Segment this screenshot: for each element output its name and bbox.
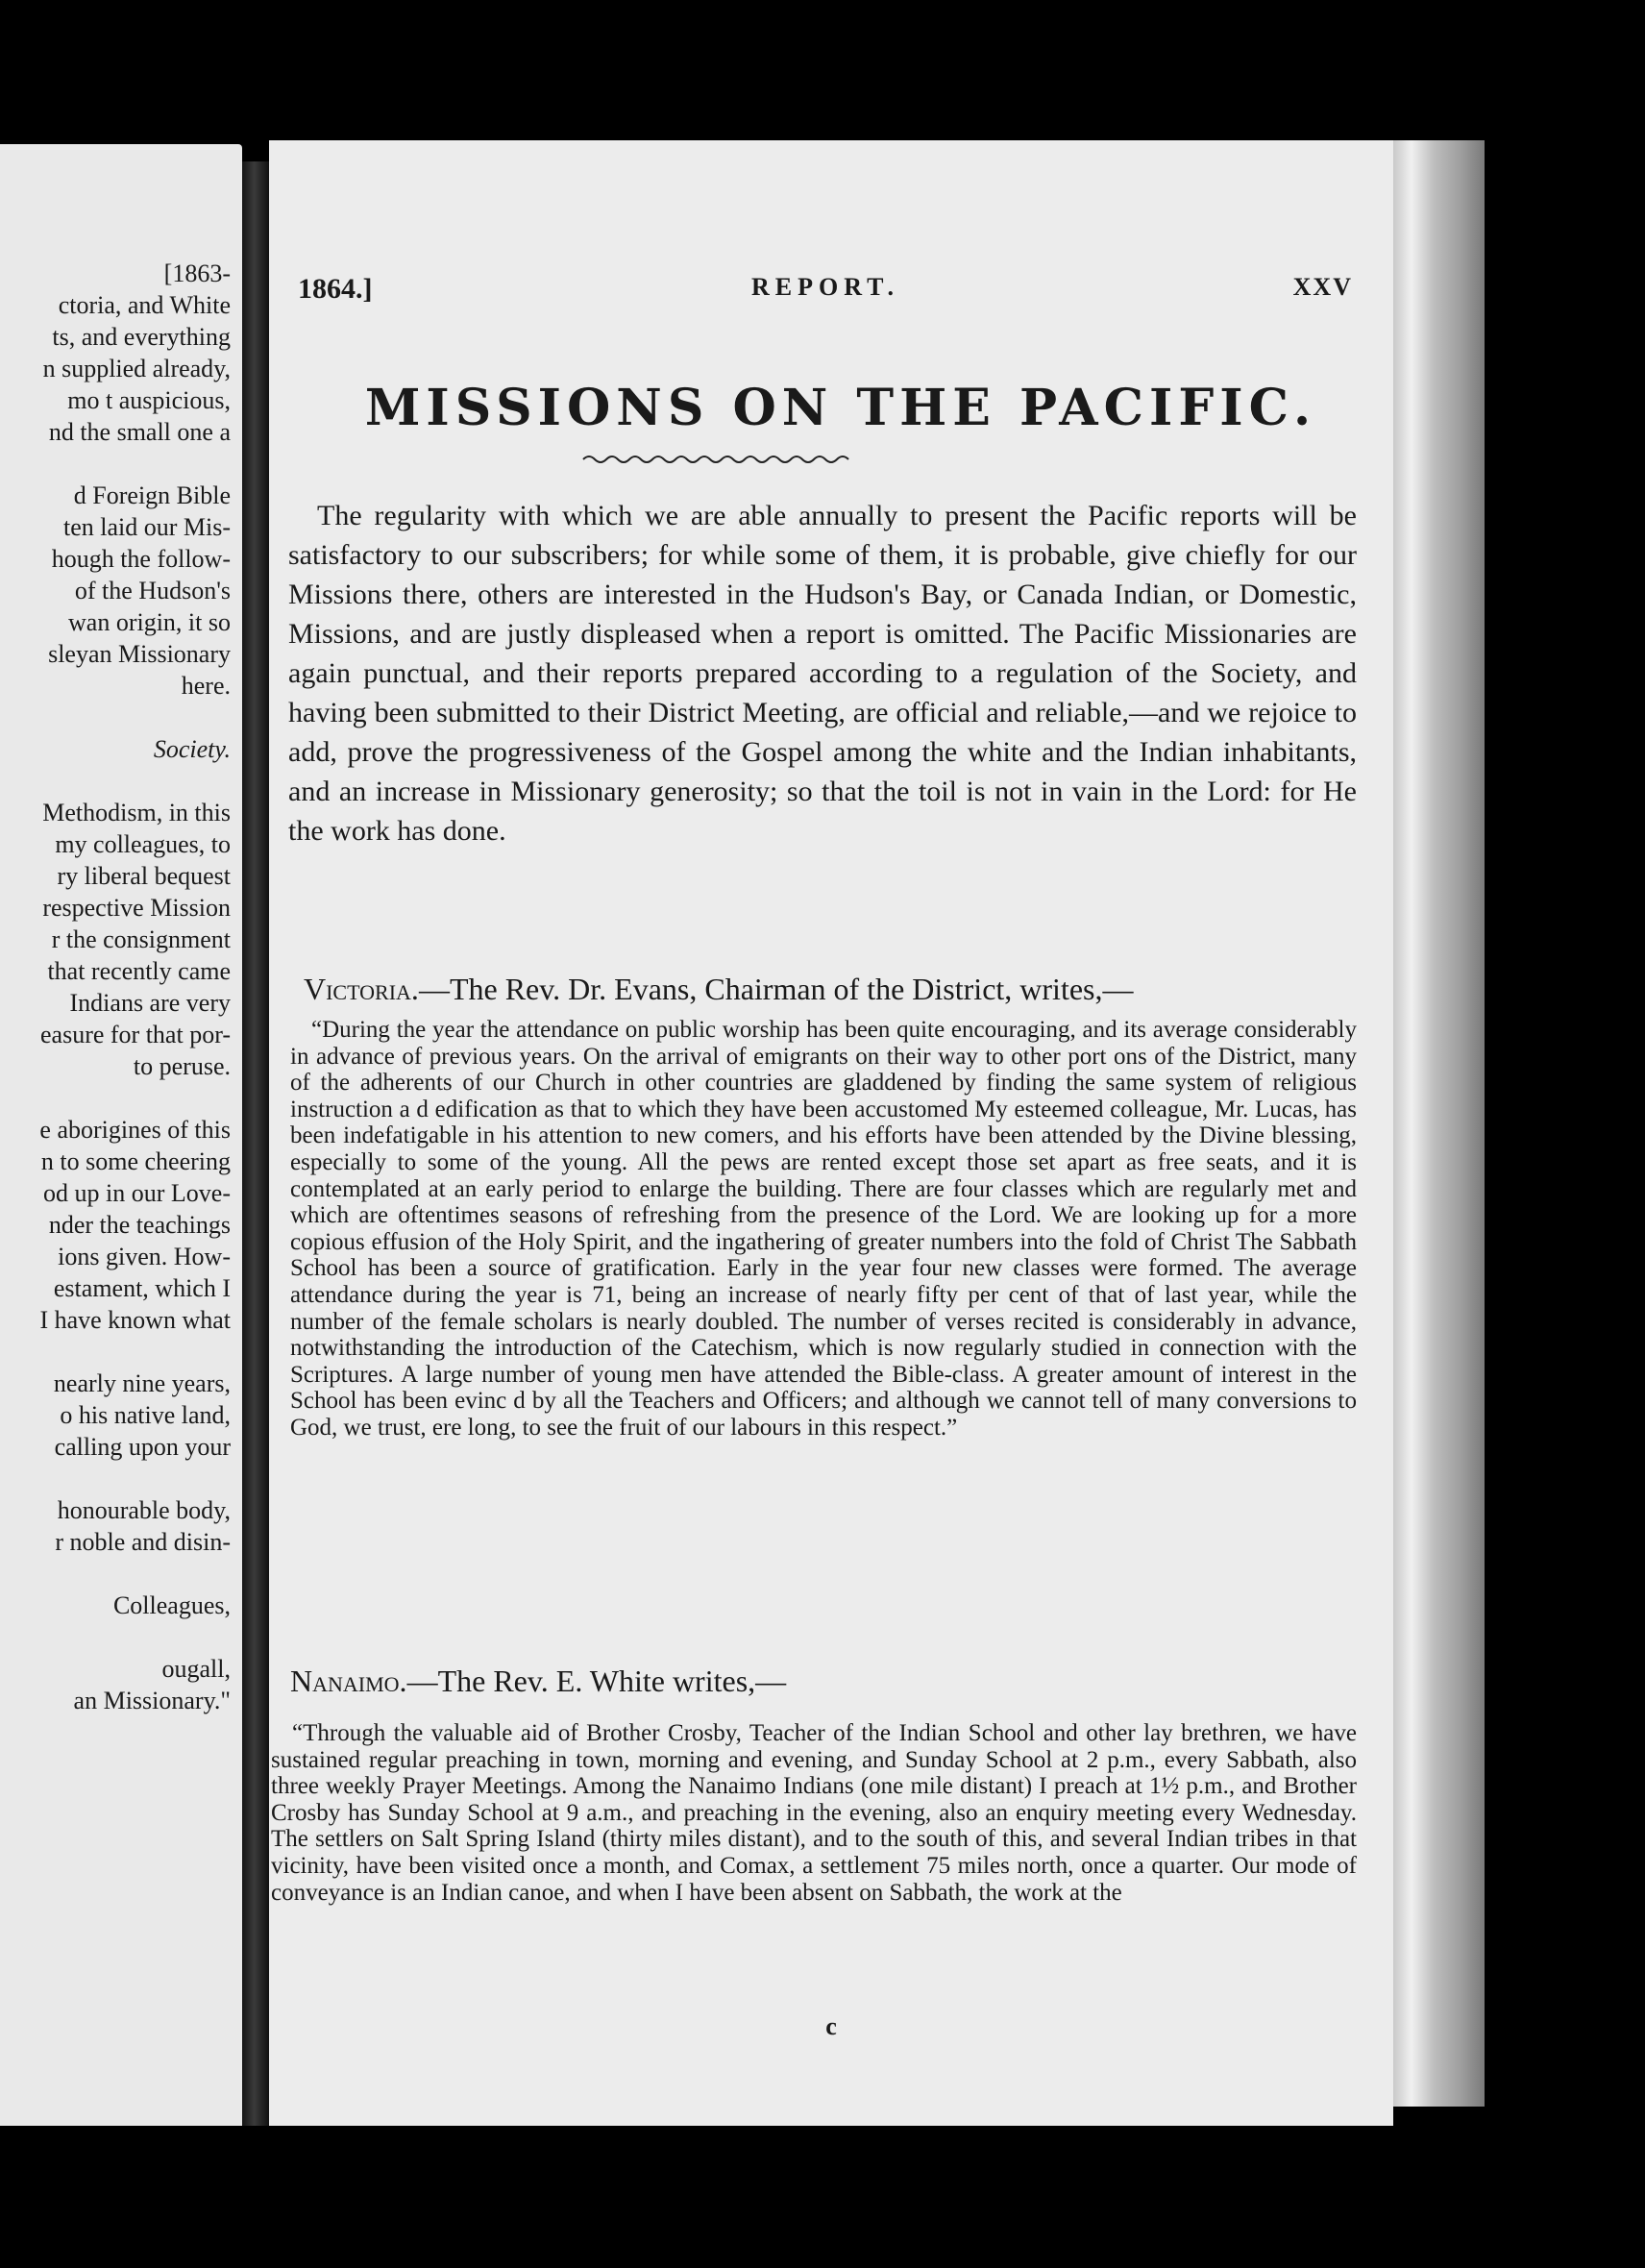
left-page-line: honourable body, — [57, 1496, 231, 1524]
running-header — [298, 273, 1353, 311]
left-page-line: I have known what — [39, 1306, 231, 1334]
page-title: MISSIONS ON THE PACIFIC. — [364, 379, 1317, 437]
left-page-line: to peruse. — [133, 1052, 231, 1080]
left-page-line: ougall, — [161, 1655, 231, 1683]
right-page — [269, 140, 1393, 2126]
left-page-line: Methodism, in this — [42, 799, 231, 826]
left-page-line — [39, 1558, 231, 1590]
intro-paragraph: The regularity with which we are able annually to present the Pacific reports will be satisfactory to our subscribers; for while some of them, it is probable, give chiefly for our Missions there, others are interested in the Hudson's Bay, or Canada Indian, or Domestic, Missions, and are justly displeased when a report is omitted. The Pacific Missionaries are again punctual, and their reports prepared according to a regulation of the Society, and having been submitted to their District Meeting, are official and reliable,—and we rejoice to add, prove the progressiveness of the Gospel among the white and the Indian inhabitants, and an increase in Missionary generosity; so that the toil is not in vain in the Lord: for He the work has done. — [288, 500, 1357, 847]
left-page-line: r noble and disin- — [55, 1528, 231, 1556]
book-gutter — [242, 161, 269, 2126]
nanaimo-report: “Through the valuable aid of Brother Crosby, Teacher of the Indian School and other lay brethren, we have sustained regular preaching in town, morning and evening, and Sunday School at 2 p.m., every Sabbath, also three weekly Prayer Meetings. Among the Nanaimo Indians (one mile distant) I preach at 1½ p.m., and Brother Crosby has Sunday School at 9 a.m., and preaching in the evening, also an enquiry meeting every Wednesday. The settlers on Salt Spring Island (thirty miles distant), and to the south of this, and several Indian tribes in that vicinity, have been visited once a month, and Comax, a settlement 75 miles north, once a quarter. Our mode of conveyance is an Indian canoe, and when I have been absent on Sabbath, the work at the — [271, 1720, 1357, 1906]
left-page-line: of the Hudson's — [74, 577, 231, 604]
left-page-line: Indians are very — [69, 989, 231, 1017]
left-page-line: ions given. How- — [58, 1243, 231, 1270]
victoria-heading — [304, 969, 1357, 1009]
left-page-line: hough the follow- — [51, 545, 231, 573]
left-page-line: ctoria, and White — [58, 291, 231, 319]
left-page — [0, 144, 242, 2126]
left-page-line: an Missionary." — [73, 1687, 231, 1714]
left-page-line: Society. — [153, 735, 231, 763]
left-page-line: Colleagues, — [112, 1591, 231, 1619]
page-edges — [1393, 140, 1485, 2107]
left-page-line: here. — [181, 672, 231, 700]
left-page-text — [39, 258, 231, 1716]
left-page-line — [39, 1336, 231, 1368]
roman-page-number: XXV — [1292, 273, 1353, 301]
left-page-line: sleyan Missionary — [48, 640, 231, 668]
running-title: REPORT. — [751, 273, 899, 301]
left-page-line: mo t auspicious, — [67, 386, 231, 414]
left-page-line: ten laid our Mis- — [62, 513, 231, 541]
signature-mark: c — [825, 2012, 837, 2040]
left-page-line: n to some cheering — [40, 1147, 231, 1175]
left-page-line — [39, 1082, 231, 1114]
victoria-heading-rest: —The Rev. Dr. Evans, Chairman of the District, writes,— — [418, 972, 1134, 1006]
left-page-line: calling upon your — [54, 1433, 231, 1461]
left-page-line — [39, 448, 231, 480]
nanaimo-place: Nanaimo. — [290, 1664, 407, 1698]
left-page-line: wan origin, it so — [68, 608, 231, 636]
left-page-line: od up in our Love- — [43, 1179, 231, 1207]
nanaimo-heading-rest: —The Rev. E. White writes,— — [406, 1664, 787, 1698]
left-page-line: ts, and everything — [52, 323, 231, 351]
left-page-line: that recently came — [47, 957, 231, 985]
left-page-line: nearly nine years, — [53, 1369, 231, 1397]
left-page-line: easure for that por- — [40, 1021, 231, 1048]
left-page-line: d Foreign Bible — [73, 481, 231, 509]
title-ornament — [581, 452, 850, 467]
victoria-place: Victoria. — [304, 972, 419, 1006]
left-page-line: my colleagues, to — [55, 830, 231, 858]
left-page-line — [39, 702, 231, 733]
left-page-line: nd the small one a — [48, 418, 231, 446]
left-page-line: n supplied already, — [42, 355, 231, 382]
left-page-line — [39, 1621, 231, 1653]
left-page-line: nder the teachings — [48, 1211, 231, 1239]
nanaimo-heading — [290, 1661, 1357, 1701]
left-page-line — [39, 1463, 231, 1494]
left-page-line: o his native land, — [60, 1401, 231, 1429]
left-page-line: estament, which I — [53, 1274, 231, 1302]
left-page-line: [1863- — [163, 259, 231, 287]
left-page-line: respective Mission — [42, 894, 231, 922]
left-page-line — [39, 765, 231, 797]
left-page-line: e aborigines of this — [39, 1116, 231, 1144]
victoria-report: “During the year the attendance on public worship has been quite encouraging, and its average considerably in advance of previous years. On the arrival of emigrants on their way to other port ons of the District, many of the adherents of our Church in other countries are gladdened by finding the same system of religious instruction a d edification as that to which they have been accustomed My esteemed colleague, Mr. Lucas, has been indefatigable in his attention to new comers, and his efforts have been attended by the Divine blessing, especially to some of the young. All the pews are rented except those set apart as free seats, and it is contemplated at an early period to enlarge the building. There are four classes which are regularly met and which are oftentimes seasons of refreshing from the presence of the Lord. We are looking up for a more copious effusion of the Holy Spirit, and the ingathering of greater numbers into the fold of Christ The Sabbath School has been a source of gratification. Early in the year four new classes were formed. The average attendance during the year is 71, being an increase of nearly fifty per cent of that of last year, while the number of the female scholars is nearly doubled. The number of verses recited is considerably in advance, notwithstanding the introduction of the Catechism, which is now regularly studied in connection with the Scriptures. A large number of young men have attended the Bible-class. A greater amount of interest in the School has been evinc d by all the Teachers and Officers; and although we cannot tell of many conversions to God, we trust, ere long, to see the fruit of our labours in this respect.” — [290, 1017, 1357, 1441]
left-page-line: r the consignment — [51, 925, 231, 953]
left-page-line: ry liberal bequest — [57, 862, 231, 890]
page-year: 1864.] — [298, 273, 373, 305]
